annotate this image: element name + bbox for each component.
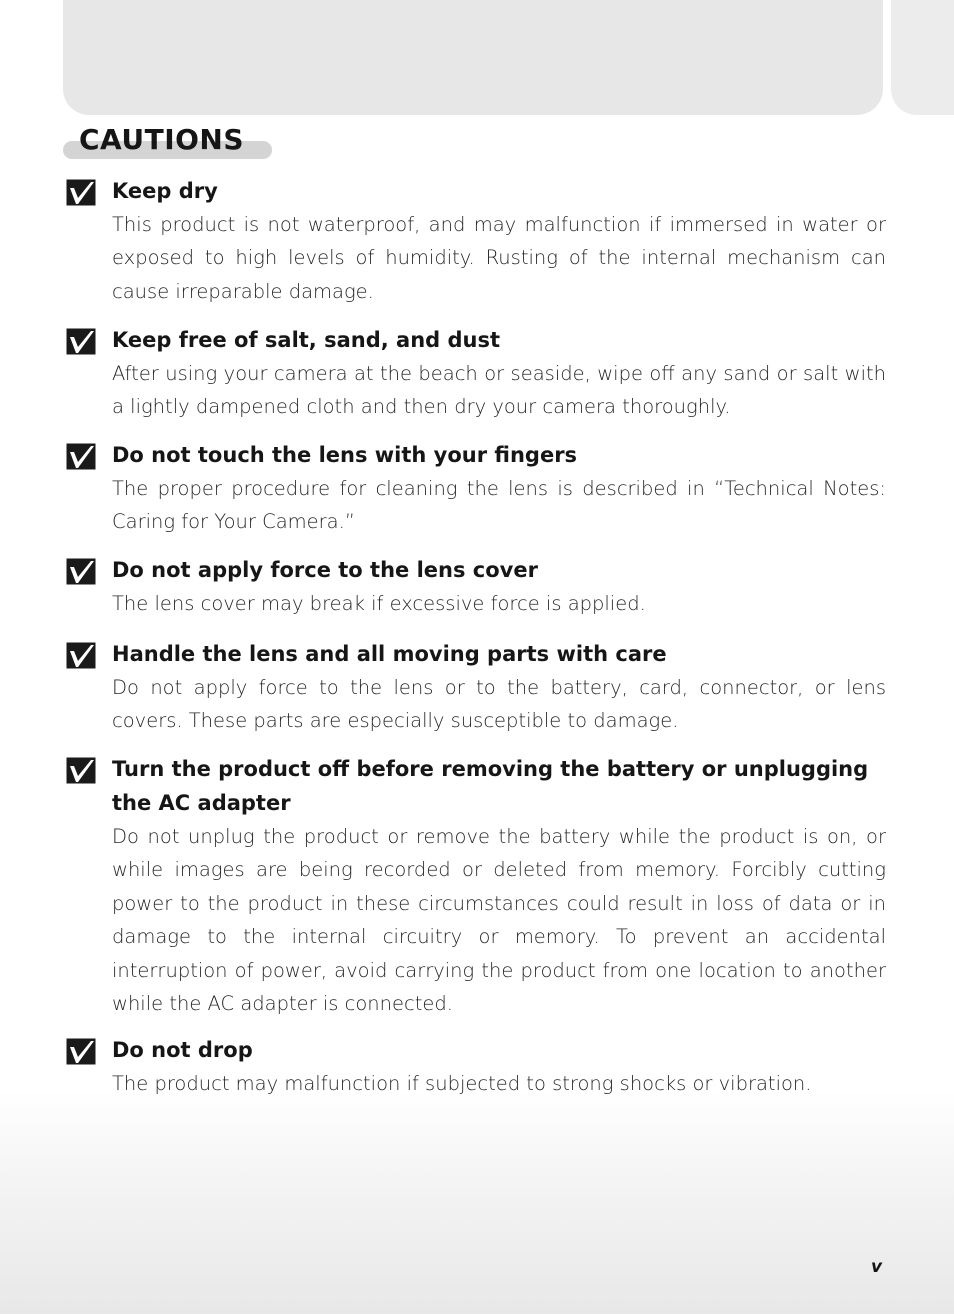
caution-item-moving-parts — [66, 637, 886, 738]
caution-item-lens-fingers — [66, 438, 886, 539]
caution-item-do-not-drop — [66, 1033, 886, 1100]
checkmark-icon — [66, 757, 96, 784]
caution-body: The lens cover may break if excessive force is applied. — [112, 592, 646, 615]
caution-title: Do not touch the lens with your fingers — [112, 443, 578, 467]
caution-title: Keep free of salt, sand, and dust — [112, 328, 501, 352]
checkmark-icon — [66, 1038, 96, 1065]
caution-title: Turn the product off before removing the battery or unplugging the AC adapter — [112, 757, 869, 815]
caution-body: Do not unplug the product or remove the battery while the product is on, or while images are being recorded or deleted from memory. Forcibly cutting power to the product in these circumstances could result in loss of data or in damage to the internal circuitry or memory. To prevent an accidental interruption of power, avoid carrying the product from one location to another while the AC adapter is connected. — [112, 825, 886, 1016]
caution-body: Do not apply force to the lens or to the battery, card, connector, or lens covers. These parts are especially susceptible to damage. — [112, 676, 886, 733]
caution-body: After using your camera at the beach or seaside, wipe off any sand or salt with a lightly dampened cloth and then dry your camera thoroughly. — [112, 362, 886, 419]
header-side-tab — [891, 0, 954, 115]
section-title: CAUTIONS — [79, 123, 245, 156]
caution-title: Do not apply force to the lens cover — [112, 558, 538, 582]
checkmark-icon — [66, 328, 96, 355]
caution-body: The product may malfunction if subjected to strong shocks or vibration. — [112, 1072, 812, 1095]
caution-title: Handle the lens and all moving parts with care — [112, 642, 667, 666]
caution-item-lens-cover — [66, 553, 886, 620]
caution-body: The proper procedure for cleaning the lens is described in “Technical Notes: Caring for Your Camera.” — [112, 477, 886, 534]
header-banner — [63, 0, 883, 115]
caution-title: Keep dry — [112, 179, 218, 203]
checkmark-icon — [66, 179, 96, 206]
checkmark-icon — [66, 443, 96, 470]
caution-item-salt-sand-dust — [66, 323, 886, 424]
caution-item-power-off — [66, 752, 886, 1020]
caution-body: This product is not waterproof, and may malfunction if immersed in water or exposed to high levels of humidity. Rusting of the internal mechanism can cause irreparable damage. — [112, 213, 886, 303]
checkmark-icon — [66, 642, 96, 669]
page-number: v — [871, 1257, 883, 1277]
caution-item-keep-dry — [66, 174, 886, 308]
caution-title: Do not drop — [112, 1038, 253, 1062]
checkmark-icon — [66, 558, 96, 585]
